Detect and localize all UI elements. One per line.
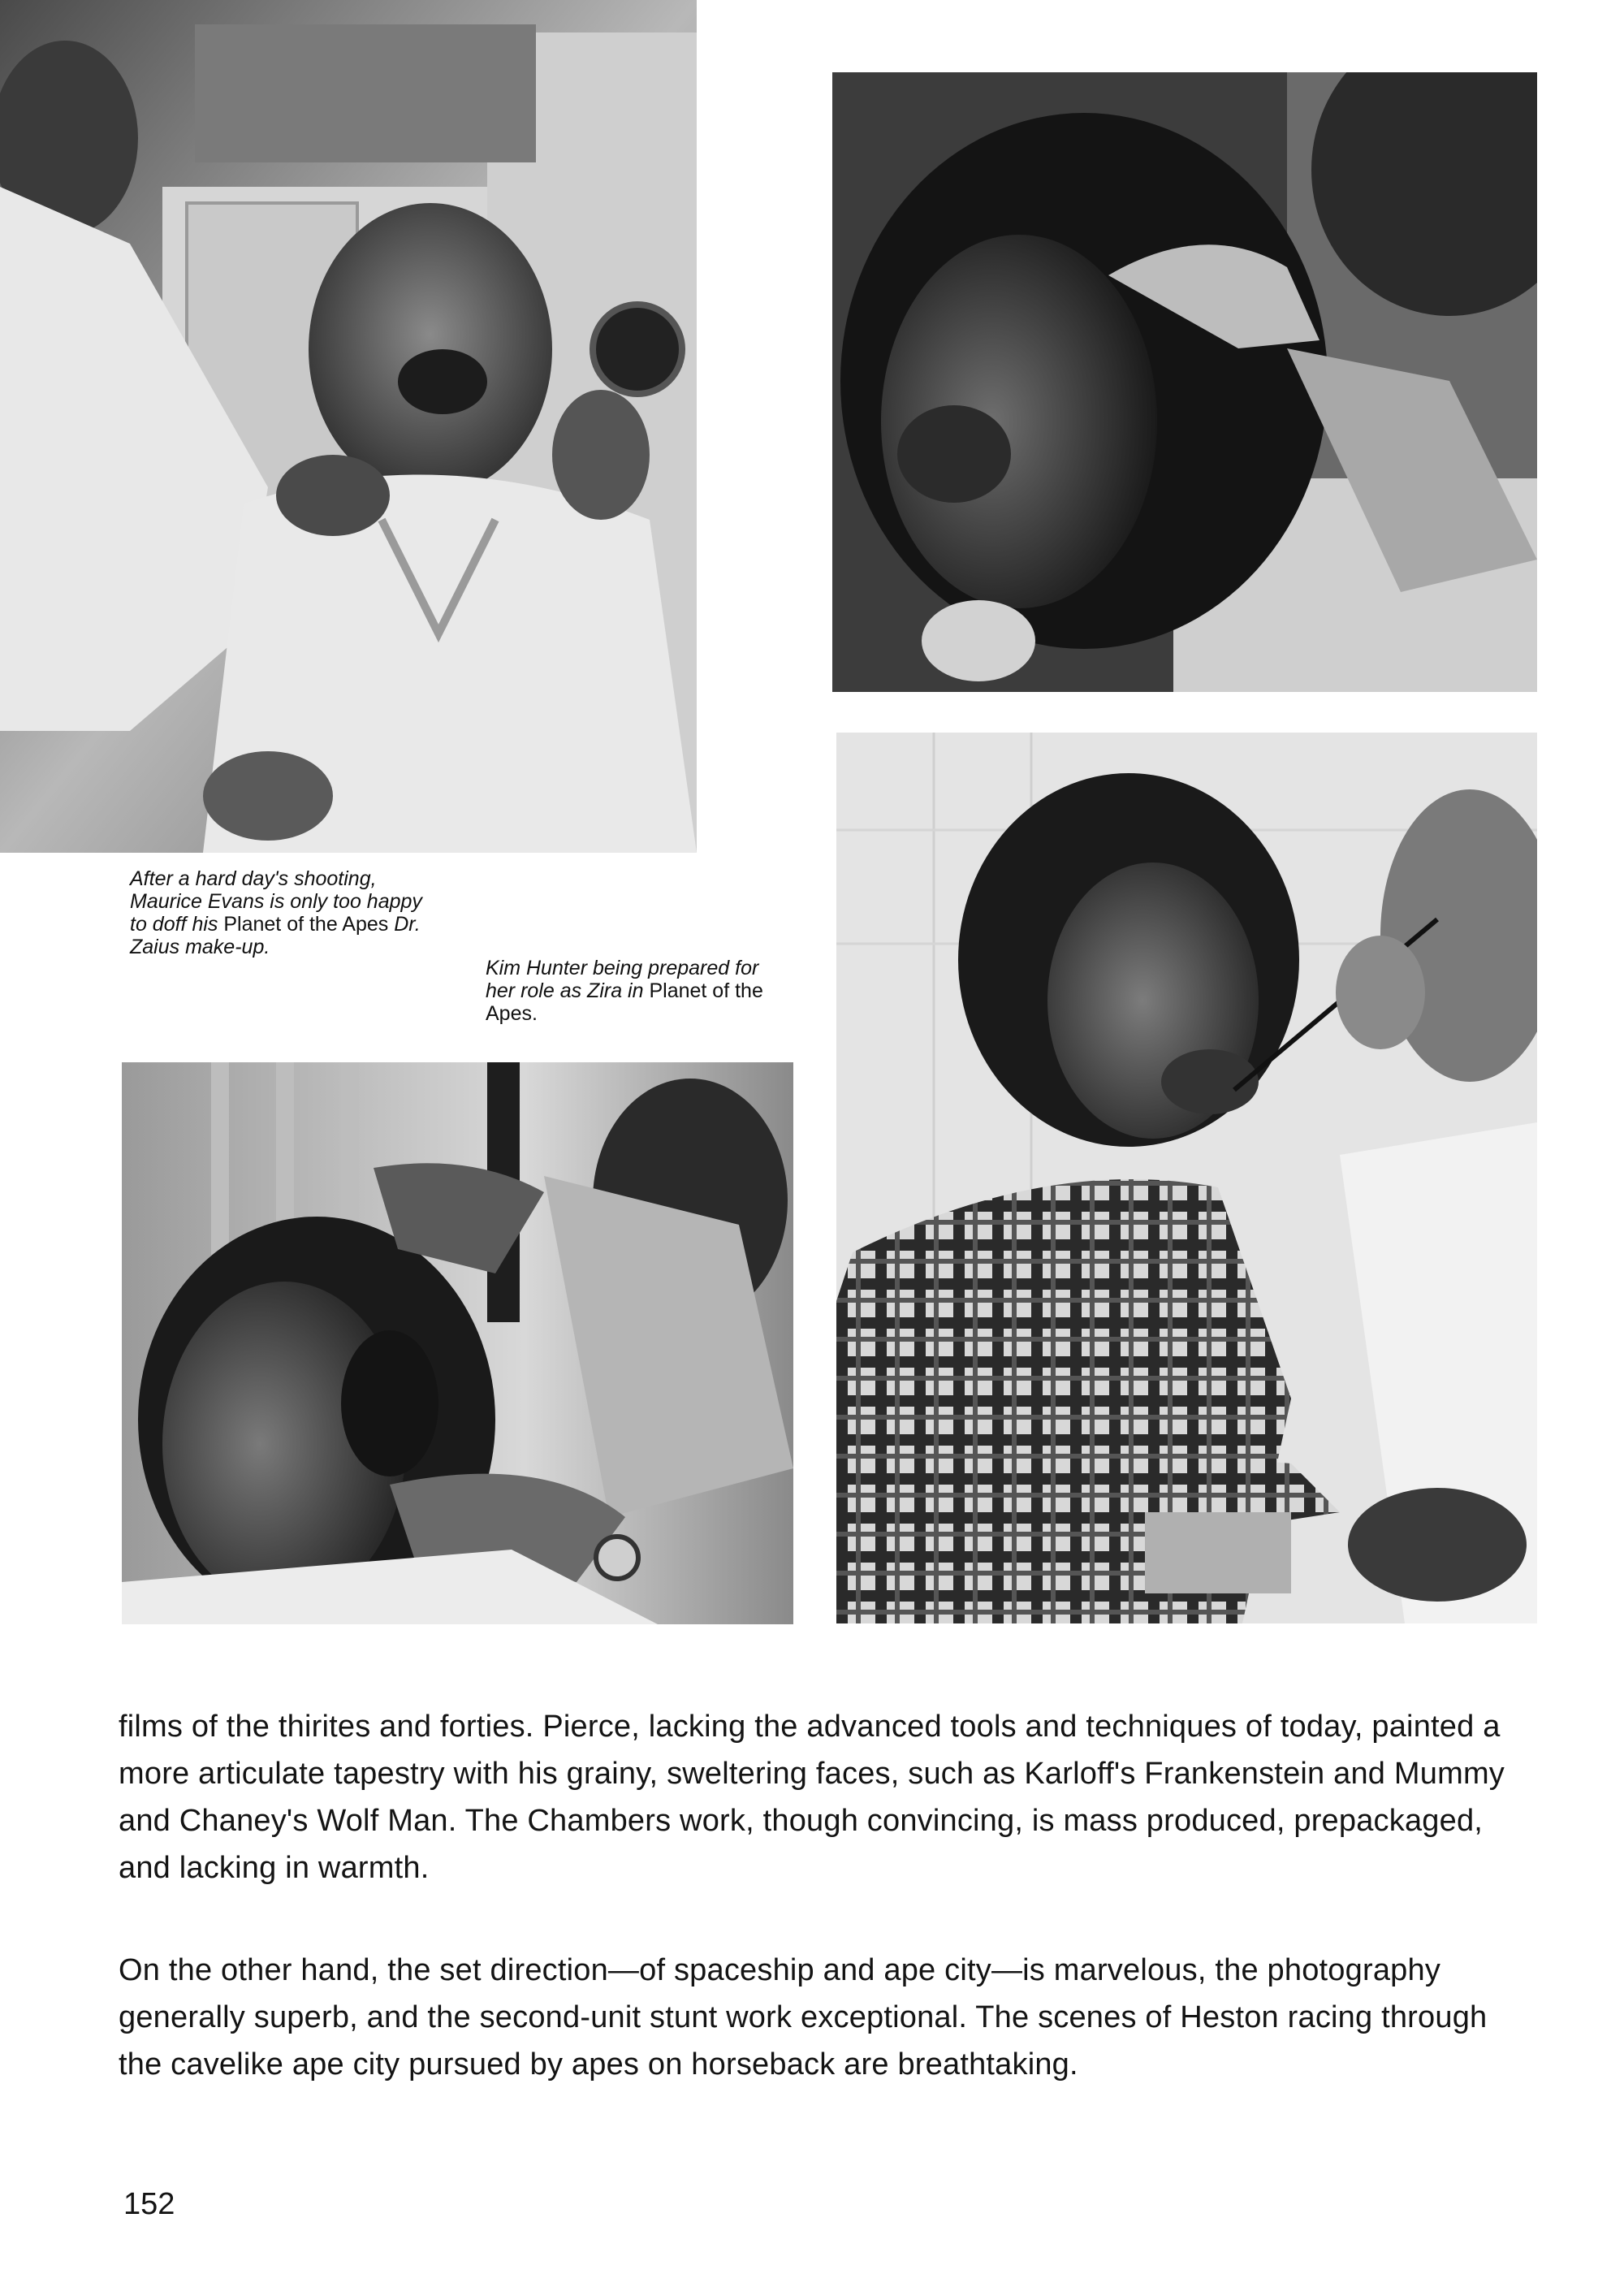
caption-zira-film-title: Planet of the [649,979,763,1002]
caption-zaius-line-1: After a hard day's shooting, [130,867,377,890]
caption-zaius-line-4: Zaius make-up. [130,936,270,958]
photo-ape-ear-image [122,1062,793,1624]
body-paragraph-1: films of the thirites and forties. Pierce, lacking the advanced tools and techniques of today, painted a more articulate tapestry with his grainy, sweltering faces, such as Karloff's Frankenstein and Mummy and Chaney's Wolf Man. The Chambers work, though convincing, is mass produced, prepackaged, and lacking in warmth. [119,1710,1505,1885]
caption-zira-line-1: Kim Hunter being prepared for [486,957,759,979]
photo-ape-mask-ear-fitting [122,1062,793,1624]
photo-zira-makeup-painting [836,733,1537,1623]
photo-zaius-makeup-removal [0,0,697,853]
photo-chimp-mask-image [832,72,1537,692]
body-paragraph-2: On the other hand, the set direction—of spaceship and ape city—is marvelous, the photography generally superb, and the second-unit stunt work exceptional. The scenes of Heston racing through the cavelike ape city pursued by apes on horseback are breathtaking. [119,1953,1488,2082]
caption-zaius-line-3 [130,913,487,936]
caption-zaius [130,867,487,958]
page-number: 152 [123,2187,175,2221]
photo-zaius-image [0,0,697,853]
caption-zira [486,957,827,1025]
caption-zira-line-3: Apes. [486,1002,538,1025]
photo-zira-image [836,733,1537,1623]
caption-zaius-line-3c: Dr. [388,913,421,936]
caption-zaius-line-3a: to doff his [130,913,224,936]
caption-zaius-line-2: Maurice Evans is only too happy [130,890,422,913]
photo-chimp-mask-fitting [832,72,1537,692]
caption-zaius-film-title: Planet of the Apes [223,913,389,936]
caption-zira-line-2 [486,979,827,1002]
caption-zira-line-2a: her role as Zira in [486,979,650,1002]
